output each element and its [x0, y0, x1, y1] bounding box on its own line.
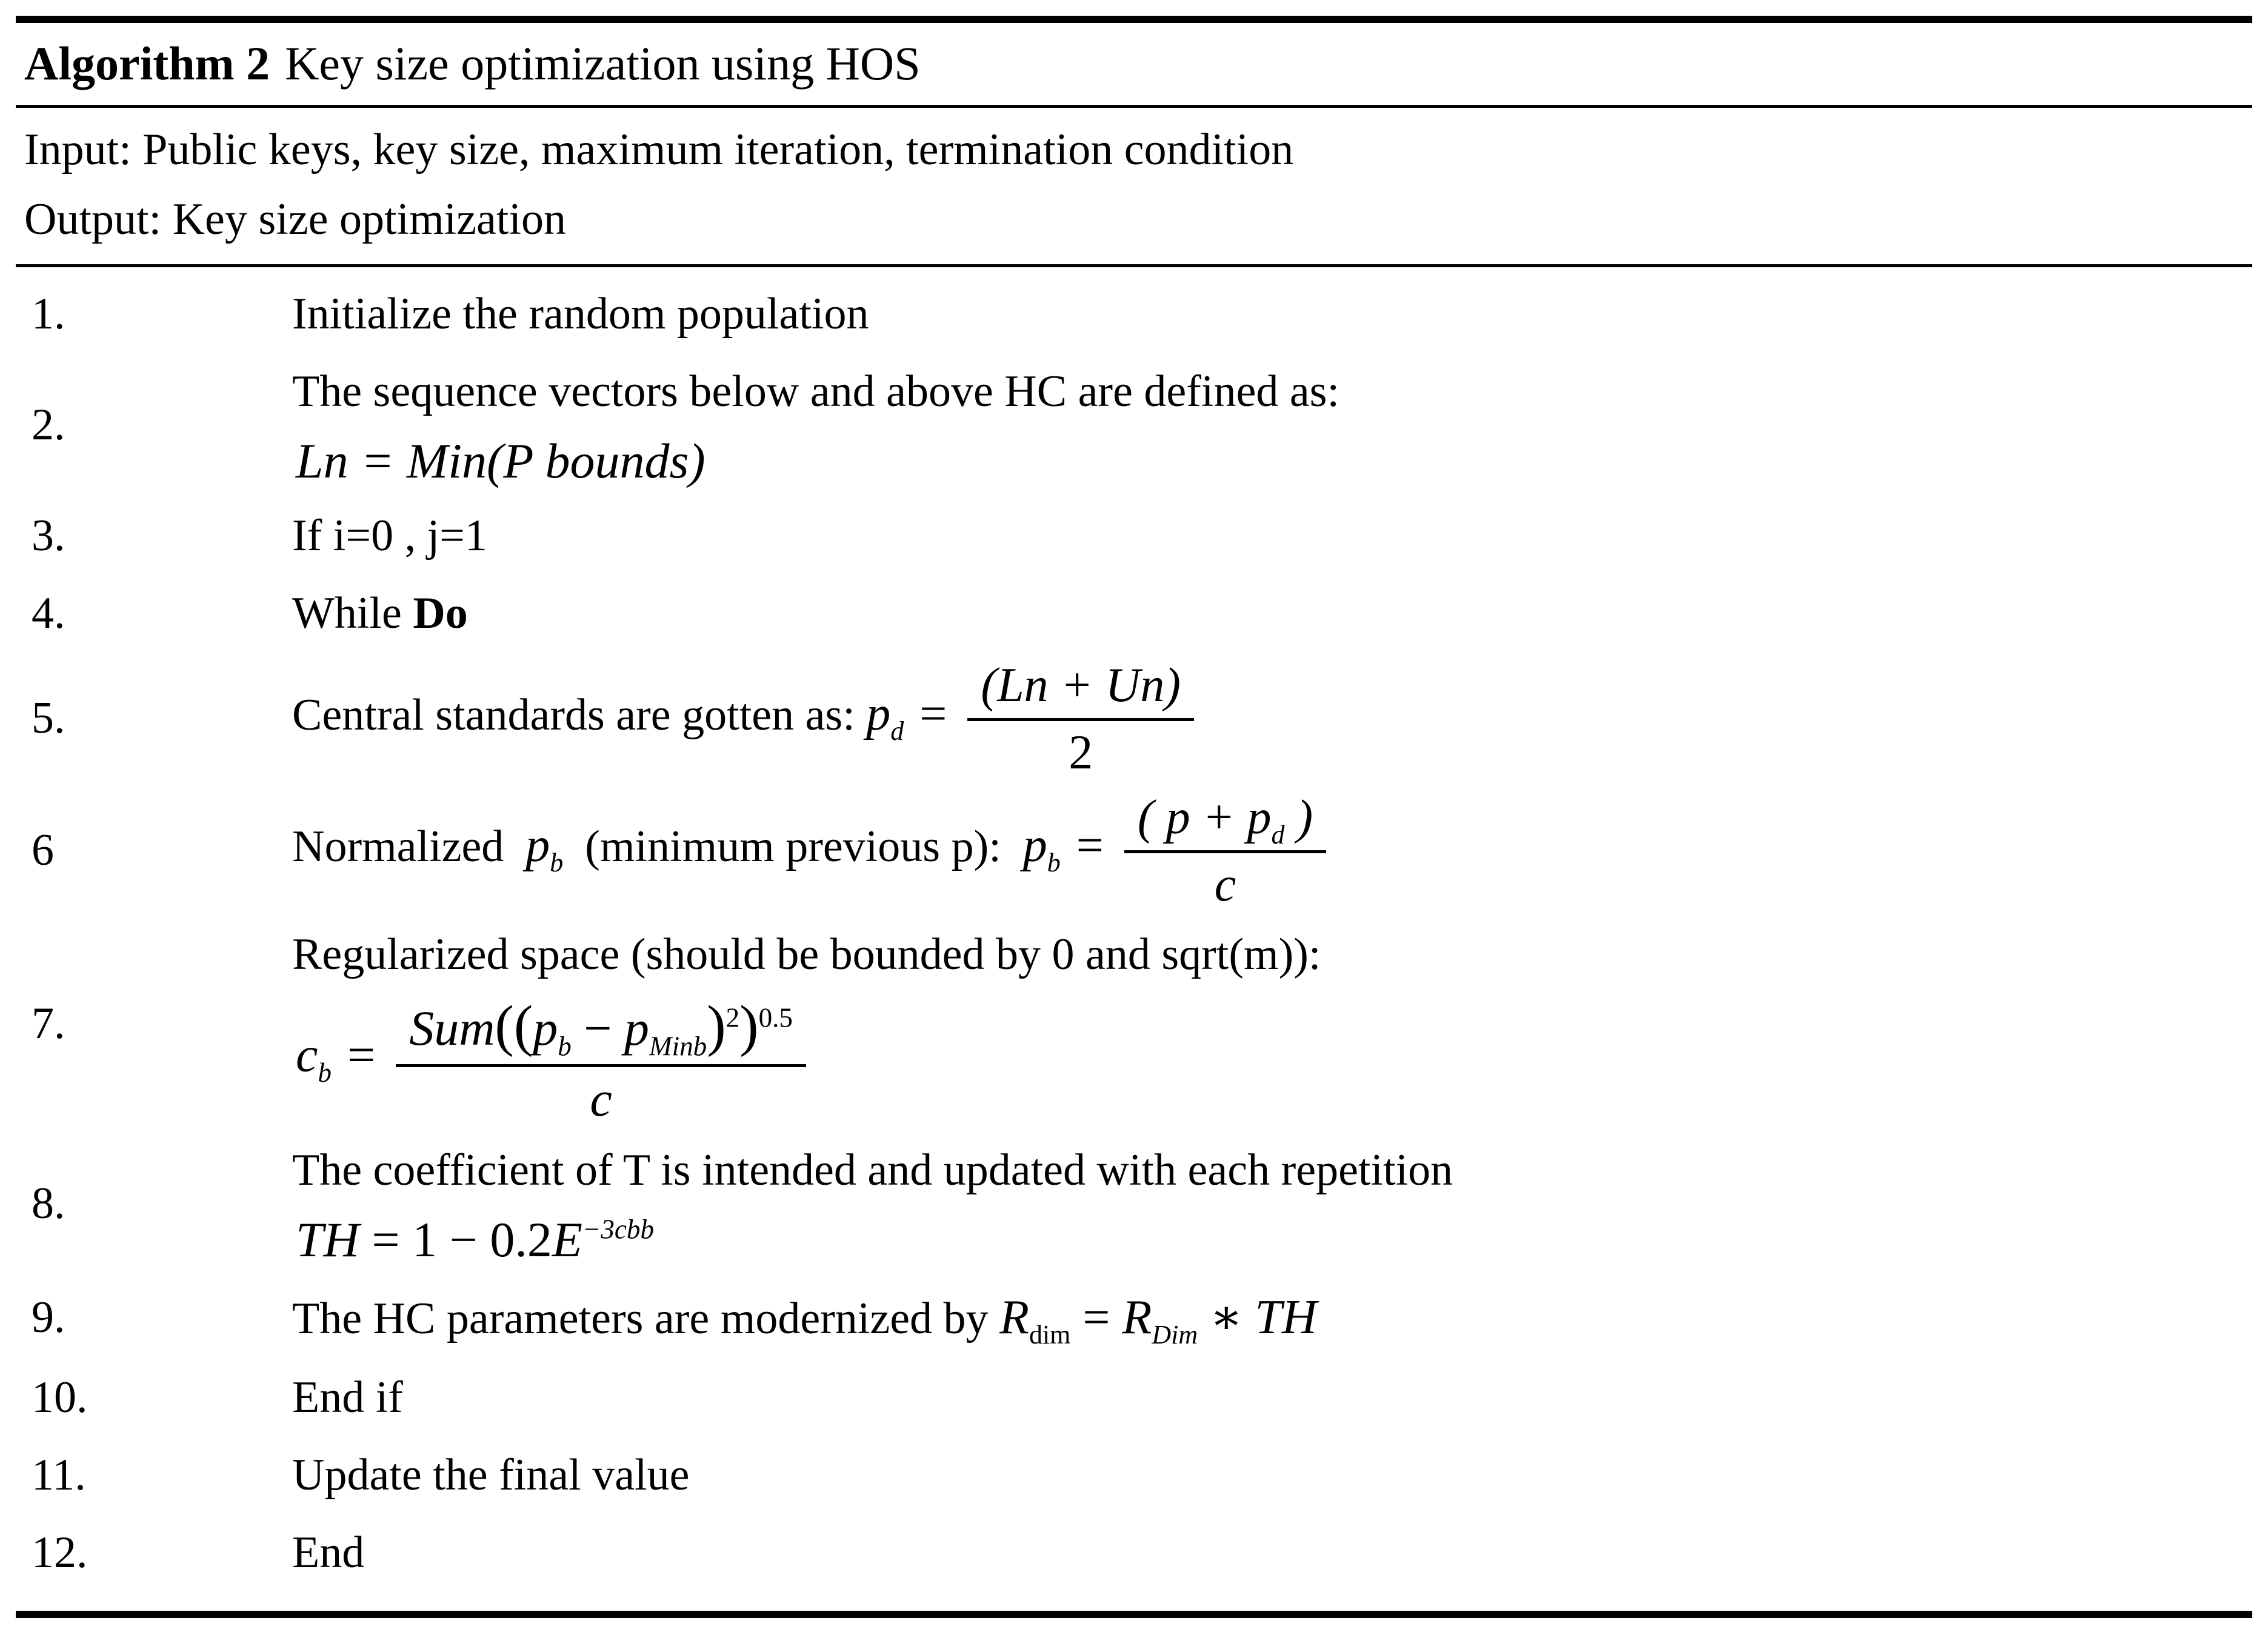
step-text: If i=0 , j=1	[292, 510, 487, 561]
input-line: Input: Public keys, key size, maximum iteration, termination condition	[24, 125, 1294, 175]
step-5	[24, 658, 2244, 779]
step-number: 6	[32, 825, 54, 875]
algorithm-box	[16, 16, 2252, 1618]
do-keyword: Do	[413, 588, 468, 638]
step-text: End	[292, 1527, 365, 1577]
step-text: Regularized space (should be bounded by 0 and sqrt(m)):	[292, 930, 1321, 980]
algorithm-label: Algorithm 2	[24, 37, 270, 90]
step-number: 5.	[32, 693, 65, 743]
step-formula: Normalized $p_b$ (minimum previous p): $p_b$ = $\frac{( p + p_d )}{c}$	[292, 819, 1331, 872]
algorithm-header	[16, 23, 2252, 108]
step-3	[24, 502, 2244, 570]
steps-list	[16, 267, 2252, 1611]
step-text: Initialize the random population	[292, 288, 869, 339]
step-7	[24, 921, 2244, 1127]
algorithm-title: Key size optimization using HOS	[285, 37, 921, 90]
step-text: The sequence vectors below and above HC are defined as:	[292, 366, 1340, 416]
step-text: While Do	[292, 588, 468, 638]
step-4	[24, 580, 2244, 647]
step-2	[24, 358, 2244, 493]
step-formula: The HC parameters are modernized by $R_{dim} = R_{Dim}$ ∗ TH	[292, 1291, 1317, 1350]
step-1	[24, 281, 2244, 348]
step-number: 9.	[32, 1292, 65, 1342]
step-number: 10.	[32, 1373, 88, 1423]
step-number: 7.	[32, 999, 65, 1049]
step-6	[24, 790, 2244, 911]
step-9	[24, 1281, 2244, 1354]
step-text: The coefficient of T is intended and updated with each repetition	[292, 1145, 1453, 1195]
step-number: 8.	[32, 1179, 65, 1229]
step-text: Update the final value	[292, 1450, 690, 1500]
step-number: 2.	[32, 399, 65, 450]
step-10	[24, 1364, 2244, 1431]
step-number: 4.	[32, 588, 65, 638]
step-text: End if	[292, 1373, 403, 1423]
step-11	[24, 1442, 2244, 1509]
io-section	[16, 108, 2252, 267]
step-12	[24, 1519, 2244, 1587]
step-8	[24, 1137, 2244, 1271]
step-formula: Ln = Min(P bounds)	[296, 433, 705, 488]
step-number: 1.	[32, 288, 65, 339]
output-line: Output: Key size optimization	[24, 195, 566, 245]
step-number: 12.	[32, 1527, 88, 1577]
step-formula: TH = $1 - 0.2E^{-3cbb}$	[296, 1211, 655, 1267]
step-formula: Central standards are gotten as: $p_d$ = $\frac{(Ln + Un)}{2}$	[292, 687, 1199, 741]
step-formula: $c_b$ = $\frac{Sum((p_b - p_{Minb})^2)^{0.5}}{c}$	[296, 993, 2244, 1127]
step-number: 3.	[32, 510, 65, 561]
step-number: 11.	[32, 1450, 86, 1500]
